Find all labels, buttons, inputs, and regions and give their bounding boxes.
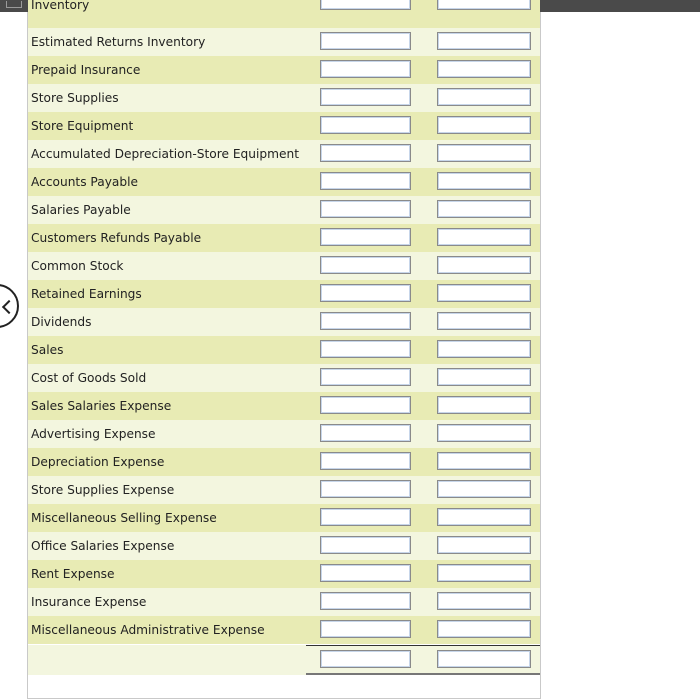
credit-input[interactable] [437, 200, 531, 218]
credit-input[interactable] [437, 340, 531, 358]
account-label: Inventory [31, 0, 90, 12]
totals-row [28, 645, 540, 675]
account-label: Sales Salaries Expense [31, 399, 172, 413]
debit-input[interactable] [320, 396, 411, 414]
account-label: Cost of Goods Sold [31, 371, 147, 385]
table-row [28, 616, 540, 644]
debit-input[interactable] [320, 284, 411, 302]
credit-input[interactable] [437, 256, 531, 274]
debit-input[interactable] [320, 88, 411, 106]
credit-input[interactable] [437, 424, 531, 442]
credit-input[interactable] [437, 284, 531, 302]
table-row [28, 336, 540, 364]
account-label: Office Salaries Expense [31, 539, 175, 553]
credit-input[interactable] [437, 620, 531, 638]
credit-input[interactable] [437, 452, 531, 470]
table-row [28, 84, 540, 112]
account-label: Dividends [31, 315, 92, 329]
table-row [28, 476, 540, 504]
account-label: Customers Refunds Payable [31, 231, 202, 245]
total-double-rule [306, 673, 540, 675]
debit-input[interactable] [320, 200, 411, 218]
table-row [28, 588, 540, 616]
debit-input[interactable] [320, 424, 411, 442]
debit-input[interactable] [320, 508, 411, 526]
debit-input[interactable] [320, 536, 411, 554]
debit-input[interactable] [320, 256, 411, 274]
credit-input[interactable] [437, 508, 531, 526]
credit-input[interactable] [437, 368, 531, 386]
table-row [28, 308, 540, 336]
debit-input[interactable] [320, 340, 411, 358]
table-row [28, 280, 540, 308]
table-row [28, 168, 540, 196]
credit-input[interactable] [437, 0, 531, 10]
account-label: Sales [31, 343, 64, 357]
debit-input[interactable] [320, 480, 411, 498]
previous-button[interactable] [0, 284, 19, 328]
account-label: Store Equipment [31, 119, 134, 133]
table-row [28, 28, 540, 56]
account-label: Accumulated Depreciation-Store Equipment [31, 147, 299, 161]
debit-input[interactable] [320, 368, 411, 386]
account-label: Rent Expense [31, 567, 115, 581]
credit-input[interactable] [437, 144, 531, 162]
credit-input[interactable] [437, 592, 531, 610]
table-row [28, 112, 540, 140]
account-label: Accounts Payable [31, 175, 139, 189]
total-rule [306, 645, 540, 646]
table-row [28, 224, 540, 252]
debit-input[interactable] [320, 228, 411, 246]
credit-input[interactable] [437, 60, 531, 78]
table-row [28, 560, 540, 588]
debit-input[interactable] [320, 116, 411, 134]
account-label: Miscellaneous Administrative Expense [31, 623, 265, 637]
debit-input[interactable] [320, 312, 411, 330]
table-row [28, 196, 540, 224]
toolbar-icon [6, 1, 22, 8]
debit-input[interactable] [320, 32, 411, 50]
table-row [28, 364, 540, 392]
credit-input[interactable] [437, 536, 531, 554]
account-label: Miscellaneous Selling Expense [31, 511, 217, 525]
credit-input[interactable] [437, 480, 531, 498]
account-label: Common Stock [31, 259, 124, 273]
account-label: Store Supplies Expense [31, 483, 175, 497]
debit-input[interactable] [320, 144, 411, 162]
account-label: Prepaid Insurance [31, 63, 141, 77]
debit-input[interactable] [320, 452, 411, 470]
trial-balance-worksheet [27, 0, 541, 699]
table-row [28, 56, 540, 84]
credit-input[interactable] [437, 396, 531, 414]
credit-input[interactable] [437, 312, 531, 330]
total-debit-input[interactable] [320, 650, 411, 668]
account-label: Salaries Payable [31, 203, 131, 217]
account-label: Insurance Expense [31, 595, 147, 609]
debit-input[interactable] [320, 620, 411, 638]
account-label: Advertising Expense [31, 427, 156, 441]
account-label: Retained Earnings [31, 287, 142, 301]
credit-input[interactable] [437, 116, 531, 134]
account-label: Estimated Returns Inventory [31, 35, 206, 49]
debit-input[interactable] [320, 60, 411, 78]
debit-input[interactable] [320, 592, 411, 610]
table-row [28, 532, 540, 560]
debit-input[interactable] [320, 172, 411, 190]
table-row [28, 420, 540, 448]
table-row [28, 448, 540, 476]
account-label: Depreciation Expense [31, 455, 165, 469]
account-label: Store Supplies [31, 91, 119, 105]
table-row [28, 0, 540, 28]
table-row [28, 252, 540, 280]
credit-input[interactable] [437, 172, 531, 190]
credit-input[interactable] [437, 564, 531, 582]
table-row [28, 140, 540, 168]
table-row [28, 392, 540, 420]
debit-input[interactable] [320, 0, 411, 10]
debit-input[interactable] [320, 564, 411, 582]
chevron-left-icon [2, 300, 16, 314]
credit-input[interactable] [437, 32, 531, 50]
credit-input[interactable] [437, 228, 531, 246]
table-row [28, 504, 540, 532]
total-credit-input[interactable] [437, 650, 531, 668]
credit-input[interactable] [437, 88, 531, 106]
